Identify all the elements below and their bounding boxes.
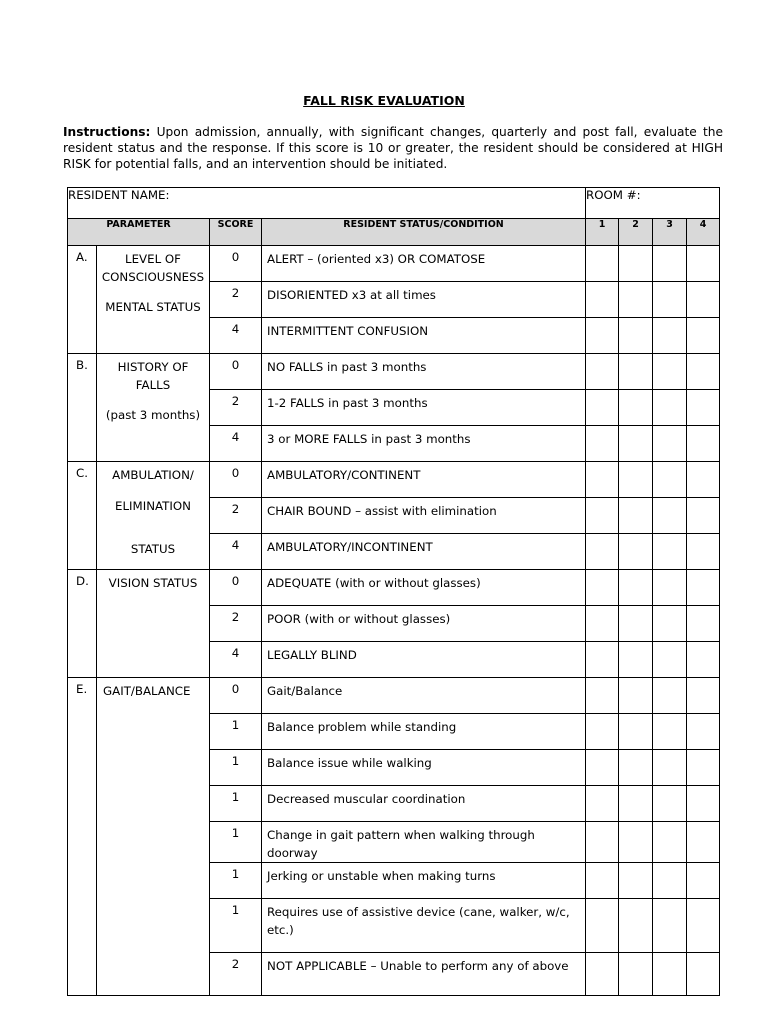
assessment-cell-4[interactable]: [687, 246, 720, 282]
assessment-cell-1[interactable]: [586, 678, 619, 714]
instructions-text: Upon admission, annually, with significant changes, quarterly and post fall, evaluate the resident status and the response. If this score is 10 or greater, the resident should be considered at HIGH RISK for potential falls, and an intervention should be initiated.: [63, 125, 724, 171]
assessment-cell-1[interactable]: [586, 462, 619, 498]
assessment-cell-4[interactable]: [687, 642, 720, 678]
assessment-cell-3[interactable]: [653, 786, 687, 822]
assessment-cell-4[interactable]: [687, 462, 720, 498]
assessment-cell-4[interactable]: [687, 863, 720, 899]
assessment-cell-2[interactable]: [619, 426, 653, 462]
assessment-cell-3[interactable]: [653, 282, 687, 318]
score-cell: 4: [210, 642, 262, 678]
room-number-field[interactable]: [586, 188, 720, 219]
assessment-cell-4[interactable]: [687, 390, 720, 426]
assessment-cell-2[interactable]: [619, 318, 653, 354]
section-parameter: [97, 678, 210, 996]
score-cell: 0: [210, 246, 262, 282]
parameter-line: MENTAL STATUS: [105, 300, 201, 314]
assessment-cell-4[interactable]: [687, 534, 720, 570]
col-3: 3: [653, 219, 687, 246]
score-cell: 0: [210, 354, 262, 390]
parameter-line: VISION STATUS: [108, 576, 198, 590]
parameter-line: CONSCIOUSNESS: [101, 270, 205, 284]
score-cell: 2: [210, 498, 262, 534]
section-parameter: [97, 570, 210, 678]
parameter-line: AMBULATION/: [112, 468, 194, 482]
status-cell: AMBULATORY/INCONTINENT: [262, 534, 586, 570]
table-row: [68, 678, 720, 714]
assessment-cell-1[interactable]: [586, 606, 619, 642]
page-title: FALL RISK EVALUATION: [303, 93, 465, 108]
section-letter: A.: [68, 246, 97, 354]
column-header-row: [68, 219, 720, 246]
section-parameter: [97, 462, 210, 570]
assessment-cell-1[interactable]: [586, 354, 619, 390]
assessment-cell-3[interactable]: [653, 390, 687, 426]
score-cell: 1: [210, 899, 262, 953]
assessment-cell-3[interactable]: [653, 822, 687, 863]
assessment-cell-3[interactable]: [653, 953, 687, 996]
status-cell: INTERMITTENT CONFUSION: [262, 318, 586, 354]
assessment-cell-4[interactable]: [687, 498, 720, 534]
status-cell: ADEQUATE (with or without glasses): [262, 570, 586, 606]
score-cell: 4: [210, 534, 262, 570]
table-row: [68, 462, 720, 498]
score-cell: 1: [210, 822, 262, 863]
status-cell: POOR (with or without glasses): [262, 606, 586, 642]
status-cell: Gait/Balance: [262, 678, 586, 714]
assessment-cell-4[interactable]: [687, 354, 720, 390]
assessment-cell-2[interactable]: [619, 678, 653, 714]
assessment-cell-2[interactable]: [619, 246, 653, 282]
section-parameter: [97, 246, 210, 354]
assessment-cell-4[interactable]: [687, 678, 720, 714]
assessment-cell-1[interactable]: [586, 534, 619, 570]
assessment-cell-1[interactable]: [586, 498, 619, 534]
assessment-cell-4[interactable]: [687, 318, 720, 354]
assessment-cell-4[interactable]: [687, 570, 720, 606]
score-cell: 1: [210, 863, 262, 899]
room-label: ROOM #:: [586, 188, 641, 202]
col-parameter: PARAMETER: [68, 219, 210, 246]
parameter-line: (past 3 months): [105, 408, 201, 422]
score-cell: 2: [210, 390, 262, 426]
assessment-cell-3[interactable]: [653, 678, 687, 714]
status-cell: ALERT – (oriented x3) OR COMATOSE: [262, 246, 586, 282]
assessment-cell-2[interactable]: [619, 642, 653, 678]
assessment-cell-2[interactable]: [619, 354, 653, 390]
parameter-line: HISTORY OF: [117, 360, 189, 374]
fall-risk-table: [67, 187, 720, 996]
assessment-cell-4[interactable]: [687, 714, 720, 750]
assessment-cell-3[interactable]: [653, 570, 687, 606]
assessment-cell-4[interactable]: [687, 750, 720, 786]
assessment-cell-2[interactable]: [619, 714, 653, 750]
parameter-line: GAIT/BALANCE: [103, 684, 191, 698]
status-cell: Change in gait pattern when walking through doorway: [262, 822, 586, 863]
table-row: [68, 354, 720, 390]
col-score: SCORE: [210, 219, 262, 246]
assessment-cell-2[interactable]: [619, 899, 653, 953]
score-cell: 2: [210, 282, 262, 318]
score-cell: 4: [210, 318, 262, 354]
score-cell: 1: [210, 750, 262, 786]
section-letter: D.: [68, 570, 97, 678]
assessment-cell-1[interactable]: [586, 246, 619, 282]
section-letter: C.: [68, 462, 97, 570]
assessment-cell-1[interactable]: [586, 899, 619, 953]
assessment-cell-1[interactable]: [586, 786, 619, 822]
score-cell: 2: [210, 953, 262, 996]
assessment-cell-1[interactable]: [586, 390, 619, 426]
score-cell: 1: [210, 714, 262, 750]
assessment-cell-2[interactable]: [619, 390, 653, 426]
assessment-cell-1[interactable]: [586, 426, 619, 462]
status-cell: DISORIENTED x3 at all times: [262, 282, 586, 318]
assessment-cell-4[interactable]: [687, 606, 720, 642]
status-cell: AMBULATORY/CONTINENT: [262, 462, 586, 498]
status-cell: 1-2 FALLS in past 3 months: [262, 390, 586, 426]
assessment-cell-3[interactable]: [653, 498, 687, 534]
status-cell: Balance issue while walking: [262, 750, 586, 786]
assessment-cell-1[interactable]: [586, 953, 619, 996]
assessment-cell-2[interactable]: [619, 462, 653, 498]
assessment-cell-2[interactable]: [619, 606, 653, 642]
table-row: [68, 570, 720, 606]
score-cell: 0: [210, 570, 262, 606]
parameter-line: ELIMINATION: [115, 499, 191, 513]
assessment-cell-3[interactable]: [653, 714, 687, 750]
status-cell: Decreased muscular coordination: [262, 786, 586, 822]
assessment-cell-3[interactable]: [653, 606, 687, 642]
resident-header-row: [68, 188, 720, 219]
status-cell: 3 or MORE FALLS in past 3 months: [262, 426, 586, 462]
assessment-cell-4[interactable]: [687, 282, 720, 318]
section-letter: B.: [68, 354, 97, 462]
instructions: [63, 124, 723, 172]
assessment-cell-3[interactable]: [653, 534, 687, 570]
assessment-cell-3[interactable]: [653, 462, 687, 498]
parameter-line: FALLS: [135, 378, 171, 392]
assessment-cell-3[interactable]: [653, 246, 687, 282]
assessment-cell-2[interactable]: [619, 750, 653, 786]
status-cell: Jerking or unstable when making turns: [262, 863, 586, 899]
score-cell: 4: [210, 426, 262, 462]
col-4: 4: [687, 219, 720, 246]
resident-name-field[interactable]: [68, 188, 586, 219]
section-parameter: [97, 354, 210, 462]
assessment-cell-2[interactable]: [619, 282, 653, 318]
assessment-cell-1[interactable]: [586, 642, 619, 678]
parameter-line: LEVEL OF: [125, 252, 181, 266]
score-cell: 1: [210, 786, 262, 822]
assessment-cell-4[interactable]: [687, 426, 720, 462]
assessment-cell-1[interactable]: [586, 750, 619, 786]
assessment-cell-1[interactable]: [586, 714, 619, 750]
assessment-cell-2[interactable]: [619, 534, 653, 570]
status-cell: NOT APPLICABLE – Unable to perform any of above: [262, 953, 586, 996]
status-cell: LEGALLY BLIND: [262, 642, 586, 678]
assessment-cell-2[interactable]: [619, 953, 653, 996]
col-1: 1: [586, 219, 619, 246]
status-cell: CHAIR BOUND – assist with elimination: [262, 498, 586, 534]
instructions-label: Instructions:: [63, 125, 151, 139]
assessment-cell-3[interactable]: [653, 426, 687, 462]
assessment-cell-3[interactable]: [653, 899, 687, 953]
resident-name-label: RESIDENT NAME:: [68, 188, 170, 202]
assessment-cell-2[interactable]: [619, 786, 653, 822]
score-cell: 2: [210, 606, 262, 642]
assessment-cell-1[interactable]: [586, 863, 619, 899]
assessment-cell-1[interactable]: [586, 822, 619, 863]
assessment-cell-3[interactable]: [653, 354, 687, 390]
assessment-cell-2[interactable]: [619, 570, 653, 606]
assessment-cell-4[interactable]: [687, 953, 720, 996]
assessment-cell-4[interactable]: [687, 822, 720, 863]
assessment-cell-3[interactable]: [653, 318, 687, 354]
col-status: RESIDENT STATUS/CONDITION: [262, 219, 586, 246]
parameter-line: STATUS: [130, 542, 176, 556]
section-letter: E.: [68, 678, 97, 996]
assessment-cell-4[interactable]: [687, 899, 720, 953]
assessment-cell-3[interactable]: [653, 642, 687, 678]
score-cell: 0: [210, 678, 262, 714]
status-cell: Balance problem while standing: [262, 714, 586, 750]
assessment-cell-2[interactable]: [619, 822, 653, 863]
assessment-cell-4[interactable]: [687, 786, 720, 822]
col-2: 2: [619, 219, 653, 246]
assessment-cell-1[interactable]: [586, 570, 619, 606]
assessment-cell-3[interactable]: [653, 863, 687, 899]
assessment-cell-1[interactable]: [586, 318, 619, 354]
table-row: [68, 246, 720, 282]
assessment-cell-2[interactable]: [619, 498, 653, 534]
assessment-cell-1[interactable]: [586, 282, 619, 318]
assessment-cell-3[interactable]: [653, 750, 687, 786]
status-cell: NO FALLS in past 3 months: [262, 354, 586, 390]
assessment-cell-2[interactable]: [619, 863, 653, 899]
status-cell: Requires use of assistive device (cane, walker, w/c, etc.): [262, 899, 586, 953]
score-cell: 0: [210, 462, 262, 498]
